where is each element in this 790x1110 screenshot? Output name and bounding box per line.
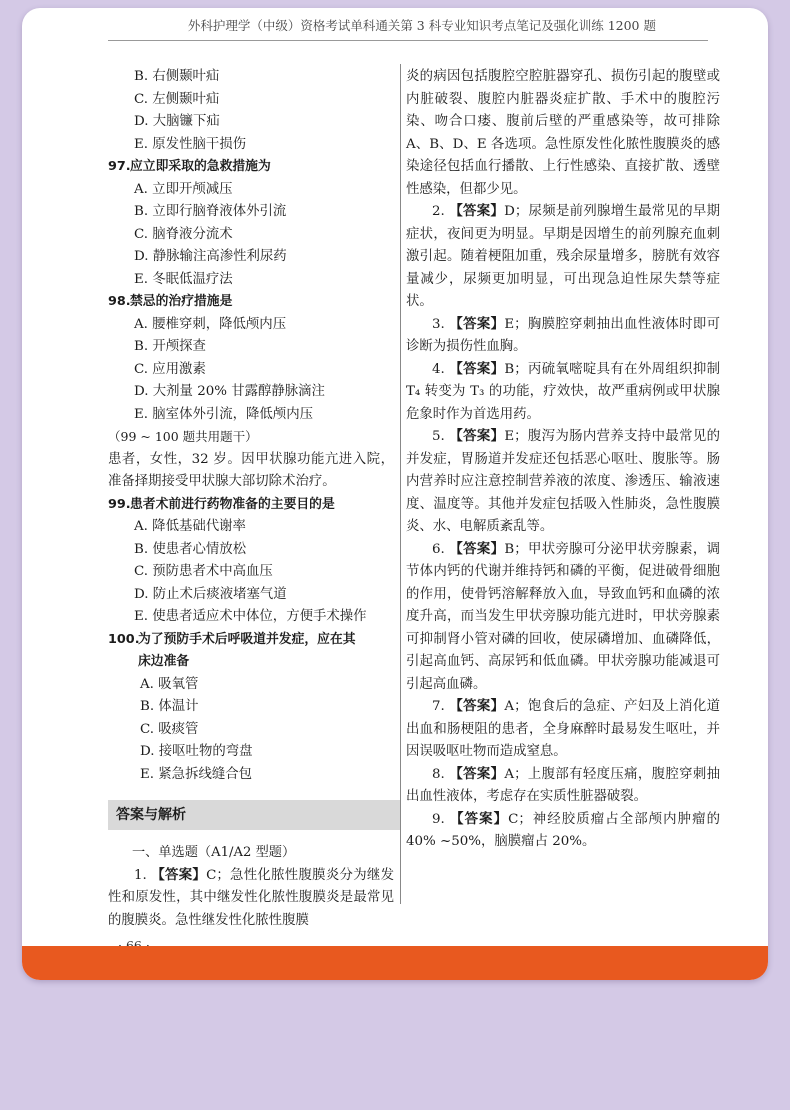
section-heading: 答案与解析	[108, 800, 400, 830]
right-column	[406, 66, 720, 854]
option: E. 使患者适应术中体位，方便手术操作	[134, 609, 367, 624]
option: E. 脑室体外引流，降低颅内压	[134, 406, 313, 422]
shared-stem: 患者，女性，32 岁。因甲状腺功能亢进入院，准备择期接受甲状腺大部切除术治疗。	[108, 451, 394, 489]
option: B. 开颅探查	[134, 339, 206, 354]
option: C. 预防患者术中高血压	[134, 564, 273, 579]
page-card	[22, 8, 768, 980]
answer-3	[406, 314, 720, 359]
answer-6	[406, 539, 720, 697]
answer-tag: 【答案】	[449, 429, 505, 444]
option: C. 脑脊液分流术	[134, 226, 233, 242]
answer-number: 4.	[432, 361, 445, 377]
question-number: 99.	[108, 496, 131, 512]
answer-5	[406, 426, 720, 539]
answer-number: 8.	[432, 766, 445, 782]
answer-text: E；胸膜腔穿刺抽出血性液体时即可诊断为损伤性血胸。	[406, 316, 720, 354]
shared-stem-note: （99 ~ 100 题共用题干）	[108, 429, 258, 444]
option: E. 紧急拆线缝合包	[140, 766, 253, 782]
question-text: 为了预防手术后呼吸道并发症，应在其	[138, 631, 356, 647]
answer-tag: 【答案】	[449, 699, 505, 714]
answer-tag: 【答案】	[450, 811, 509, 827]
option: D. 大剂量 20% 甘露醇静脉滴注	[134, 384, 325, 399]
header-rule	[108, 40, 708, 41]
option: B. 使患者心情放松	[134, 541, 247, 557]
answer-text: A；上腹部有轻度压痛，腹腔穿刺抽出血性液体，考虑存在实质性脏器破裂。	[406, 766, 721, 804]
option: D. 防止术后痰液堵塞气道	[134, 586, 287, 602]
answer-text: E；腹泻为肠内营养支持中最常见的并发症，胃肠道并发症还包括恶心呕吐、腹胀等。肠内营养时应注意控制营养液的浓度、渗透压、输液速度、温度等。其他并发症包括吸入性肺炎，急性腹膜炎、水、电解质紊乱等。	[406, 429, 720, 534]
answer-number: 6.	[432, 541, 445, 557]
option: B. 立即行脑脊液体外引流	[134, 204, 287, 219]
answer-text: C；神经胶质瘤占全部颅内肿瘤的 40% ~50%，脑膜瘤占 20%。	[406, 811, 720, 849]
answer-tag: 【答案】	[449, 541, 505, 557]
option: D. 接呕吐物的弯盘	[140, 744, 253, 759]
answer-8	[406, 764, 720, 809]
answer-text: A；饱食后的急症、产妇及上消化道出血和肠梗阻的患者，全身麻醉时最易发生呕吐，并因误吸呕吐物而造成窒息。	[406, 699, 721, 759]
answer-text: B；甲状旁腺可分泌甲状旁腺素，调节体内钙的代谢并维持钙和磷的平衡，促进破骨细胞的作用，使骨钙溶解释放入血，导致血钙和血磷的浓度升高，而当发生甲状旁腺功能亢进时，甲状旁腺素可抑制肾小管对磷的回收，使尿磷增加、血磷降低，引起高血钙、高尿钙和低血磷。甲状旁腺功能减退可引起高血磷。	[406, 541, 721, 692]
footer-band	[22, 946, 768, 980]
option: D. 大脑镰下疝	[134, 114, 220, 129]
answer-number: 1.	[134, 867, 147, 883]
option: A. 立即开颅减压	[134, 181, 233, 197]
answer-tag: 【答案】	[449, 316, 505, 332]
answer-2	[406, 201, 720, 314]
question-number: 97.	[108, 159, 131, 174]
answer-text: C；急性化脓性腹膜炎分为继发性和原发性，其中继发性化脓性腹膜炎是最常见的腹膜炎。急性继发性化脓性腹膜	[108, 867, 395, 928]
answer-number: 2.	[432, 204, 445, 219]
answer-number: 7.	[432, 699, 445, 714]
answer-number: 5.	[432, 429, 445, 444]
question-text: 患者术前进行药物准备的主要目的是	[130, 496, 335, 512]
question-text-cont: 床边准备	[138, 654, 190, 669]
question-97	[108, 156, 394, 179]
option: C. 左侧颞叶疝	[134, 91, 220, 107]
left-column	[108, 66, 394, 932]
answer-7	[406, 696, 720, 764]
answer-tag: 【答案】	[449, 204, 505, 219]
answer-1	[108, 865, 394, 933]
option: A. 腰椎穿刺，降低颅内压	[134, 316, 287, 332]
option: B. 体温计	[140, 699, 199, 714]
question-99	[108, 494, 394, 517]
option: E. 原发性脑干损伤	[134, 136, 247, 152]
option: A. 吸氧管	[140, 676, 199, 692]
answer-tag: 【答案】	[449, 766, 505, 782]
answer-1-continued: 炎的病因包括腹腔空腔脏器穿孔、损伤引起的腹壁或内脏破裂、腹腔内脏器炎症扩散、手术中的腹腔污染、吻合口瘘、腹前后壁的严重感染等，故可排除 A、B、D、E 各选项。急性原发性化脓性腹膜炎的感染途径包括血行播散、上行性感染、直接扩散、透壁性感染，但都少见。	[406, 69, 720, 197]
answer-tag: 【答案】	[449, 361, 505, 377]
column-divider	[400, 64, 401, 904]
question-number: 100.	[108, 631, 140, 647]
question-number: 98.	[108, 294, 131, 309]
option: C. 应用激素	[134, 361, 206, 377]
question-text: 应立即采取的急救措施为	[130, 159, 271, 174]
answer-text: B；丙硫氧嘧啶具有在外周组织抑制 T₄ 转变为 T₃ 的功能，疗效快，故严重病例或甲状腺危象时作为首选用药。	[406, 361, 721, 422]
subsection-heading: 一、单选题（A1/A2 型题）	[132, 845, 296, 860]
answer-number: 9.	[432, 811, 445, 827]
answer-9	[406, 809, 720, 854]
option: B. 右侧颞叶疝	[134, 69, 220, 84]
answer-text: D；尿频是前列腺增生最常见的早期症状，夜间更为明显。早期是因增生的前列腺充血刺激引起。随着梗阻加重，残余尿量增多，膀胱有效容量减少，尿频更加明显，可出现急迫性尿失禁等症状。	[406, 204, 720, 309]
option: E. 冬眠低温疗法	[134, 271, 233, 287]
option: C. 吸痰管	[140, 721, 199, 737]
question-98	[108, 291, 394, 314]
option: D. 静脉输注高渗性利尿药	[134, 249, 287, 264]
answer-4	[406, 359, 720, 427]
option: A. 降低基础代谢率	[134, 519, 246, 534]
answer-tag: 【答案】	[151, 867, 207, 883]
question-100	[108, 629, 394, 652]
answer-number: 3.	[432, 316, 445, 332]
question-text: 禁忌的治疗措施是	[130, 294, 233, 309]
running-header: 外科护理学（中级）资格考试单科通关第 3 科专业知识考点笔记及强化训练 1200 题	[187, 18, 656, 33]
